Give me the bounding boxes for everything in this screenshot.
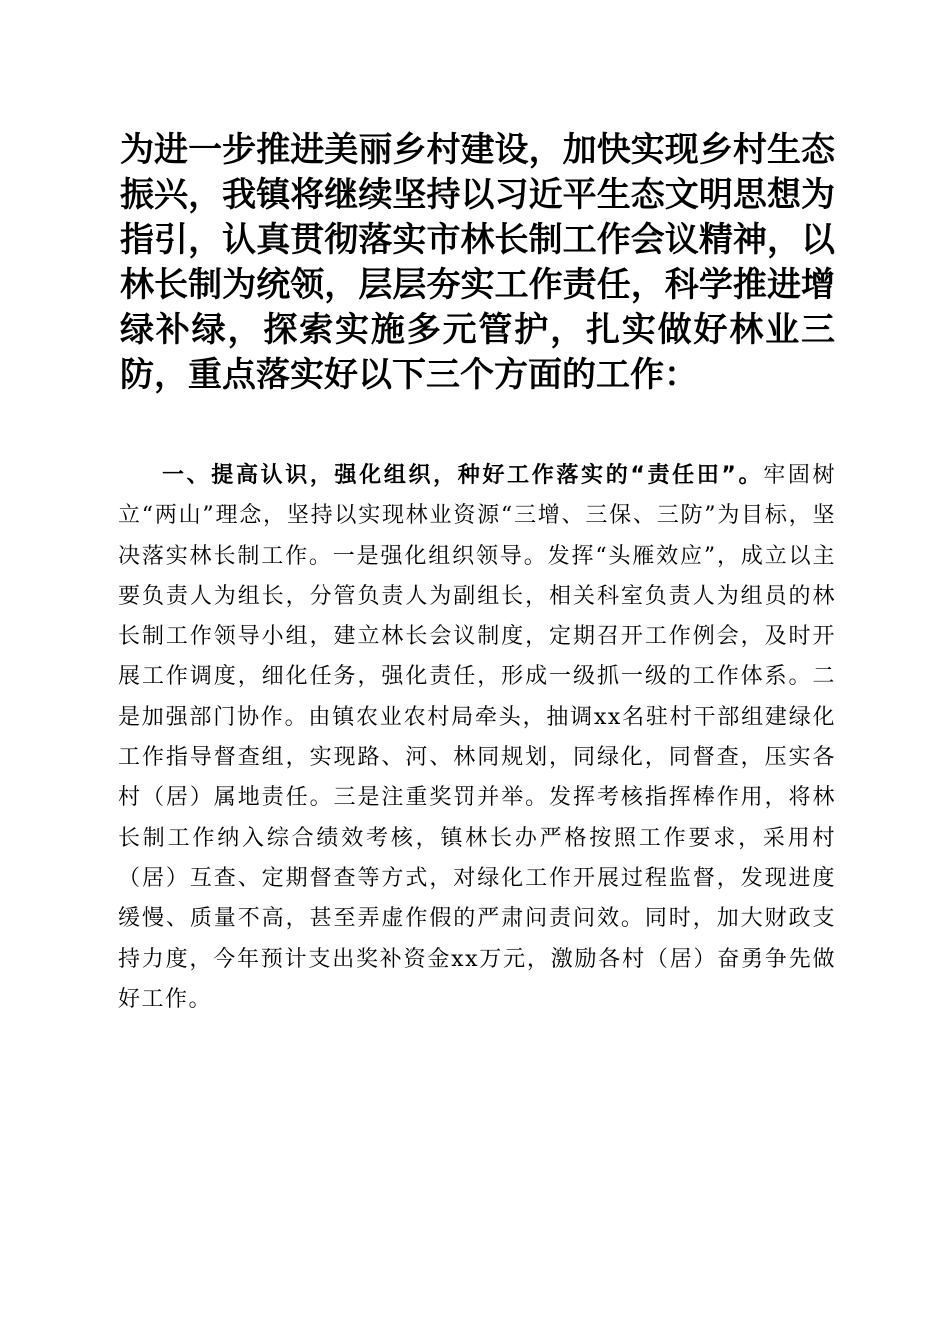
section-1-body: 牢固树立“两山”理念，坚持以实现林业资源“三增、三保、三防”为目标，坚决落实林长制工作。一是强化组织领导。发挥“头雁效应”，成立以主要负责人为组长，分管负责人为副组长，相关科室负责人为组员的林长制工作领导小组，建立林长会议制度，定期召开工作例会，及时开展工作调度，细化任务，强化责任，形成一级抓一级的工作体系。二是加强部门协作。由镇农业农村局牵头，抽调xx名驻村干部组建绿化工作指导督查组，实现路、河、林同规划，同绿化，同督查，压实各村（居）属地责任。三是注重奖罚并举。发挥考核指挥棒作用，将林长制工作纳入综合绩效考核，镇林长办严格按照工作要求，采用村（居）互查、定期督查等方式，对绿化工作开展过程监督，发现进度缓慢、质量不高，甚至弄虚作假的严肃问责问效。同时，加大财政支持力度，今年预计支出奖补资金xx万元，激励各村（居）奋勇争先做好工作。 (118, 463, 836, 1012)
intro-paragraph: 为进一步推进美丽乡村建设，加快实现乡村生态振兴，我镇将继续坚持以习近平生态文明思想为指引，认真贯彻落实市林长制工作会议精神，以林长制为统领，层层夯实工作责任，科学推进增绿补绿，探索实施多元管护，扎实做好林业三防，重点落实好以下三个方面的工作： (120, 130, 835, 395)
section-1-paragraph (118, 456, 836, 1020)
section-1-heading: 一、提高认识，强化组织，种好工作落实的“责任田”。 (162, 463, 764, 488)
